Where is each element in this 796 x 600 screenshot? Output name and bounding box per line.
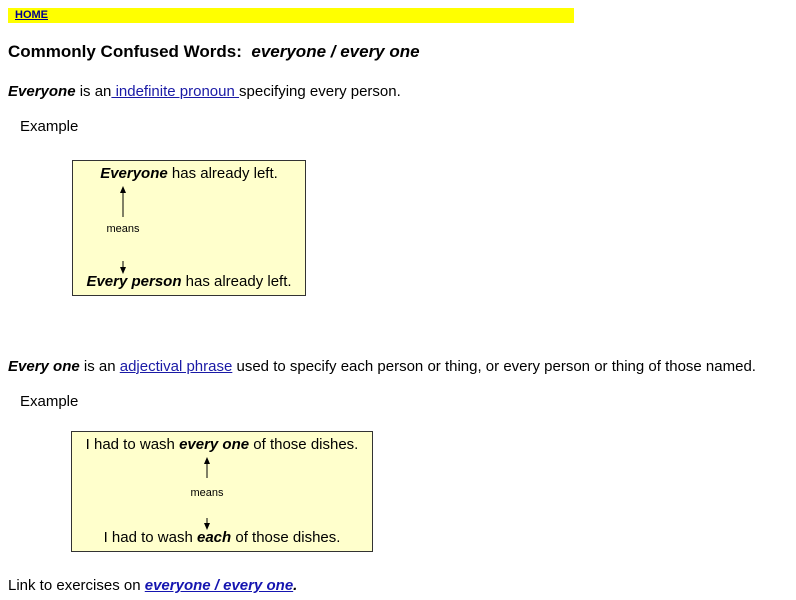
example-1-bottom-bold: Every person	[86, 273, 182, 290]
example-label-1: Example	[20, 118, 79, 135]
every-one-text-a: is an	[79, 358, 120, 375]
example-1-top-bold: Everyone	[100, 165, 168, 182]
example-2-bottom-post: of those dishes.	[231, 529, 341, 546]
exercises-link[interactable]: everyone / every one	[144, 577, 294, 594]
example-box-2	[71, 431, 373, 552]
every-one-term: Every one	[8, 358, 80, 375]
home-bar	[8, 8, 574, 23]
exercises-end: .	[293, 577, 298, 594]
means-1-wrap	[95, 219, 151, 236]
means-label-2: means	[190, 487, 224, 499]
indefinite-pronoun-link[interactable]: indefinite pronoun	[111, 83, 240, 100]
example-1-bottom-rest: has already left.	[181, 273, 292, 290]
exercises-text: Link to exercises on	[8, 577, 145, 594]
home-link[interactable]: HOME	[15, 9, 48, 21]
every-one-text-b: used to specify each person or thing, or every person or thing of those named.	[232, 358, 756, 375]
example-2-top-pre: I had to wash	[85, 436, 180, 453]
means-2-wrap	[179, 483, 235, 500]
example-1-bottom	[73, 273, 305, 290]
adjectival-phrase-link[interactable]: adjectival phrase	[119, 358, 233, 375]
every-one-definition	[8, 358, 756, 375]
example-box-1	[72, 160, 306, 296]
everyone-text-a: is an	[75, 83, 112, 100]
example-1-top-rest: has already left.	[167, 165, 278, 182]
page-title-words: everyone / every one	[251, 42, 420, 61]
exercises-line	[8, 577, 297, 594]
everyone-text-b: specifying every person.	[239, 83, 401, 100]
example-2-bottom-bold: each	[196, 529, 232, 546]
example-2-top	[72, 436, 372, 453]
example-label-2: Example	[20, 393, 79, 410]
example-2-bottom-pre: I had to wash	[103, 529, 197, 546]
example-2-top-bold: every one	[179, 436, 250, 453]
means-label-1: means	[106, 223, 140, 235]
everyone-term: Everyone	[8, 83, 76, 100]
example-2-bottom	[72, 529, 372, 546]
page-title	[8, 42, 420, 62]
everyone-definition	[8, 83, 401, 100]
page-title-main: Commonly Confused Words:	[8, 42, 242, 61]
example-1-top	[73, 165, 305, 182]
example-2-top-post: of those dishes.	[249, 436, 359, 453]
